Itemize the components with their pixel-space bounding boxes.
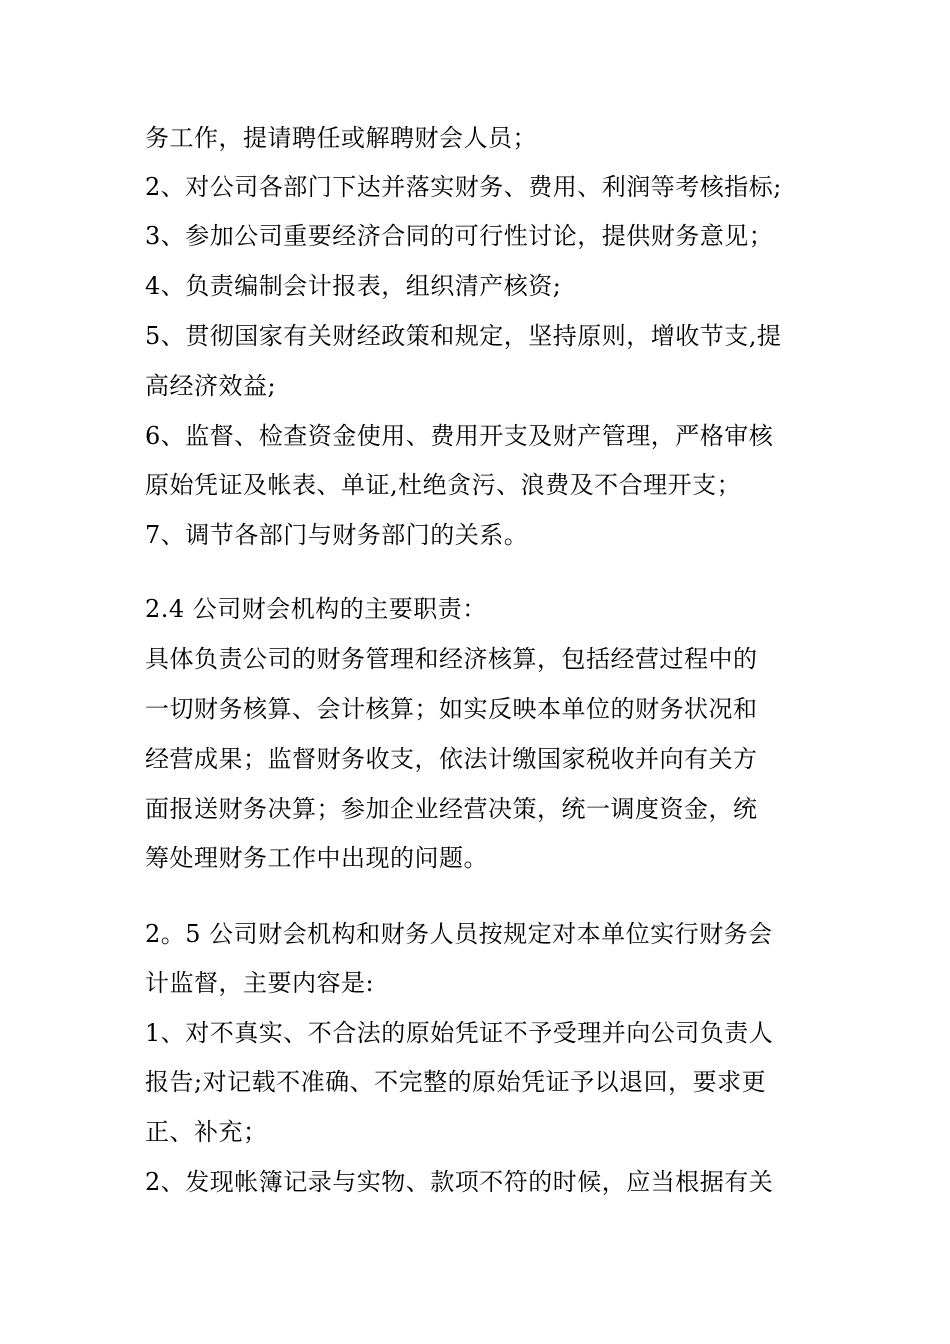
text-line: 2、发现帐簿记录与实物、款项不符的时候，应当根据有关 xyxy=(145,1168,774,1196)
text-line: 具体负责公司的财务管理和经济核算，包括经营过程中的 xyxy=(145,645,758,673)
text-line: 6、监督、检查资金使用、费用开支及财产管理，严格审核 xyxy=(145,422,774,450)
text-line: 正、补充； xyxy=(145,1118,268,1146)
text-line: 一切财务核算、会计核算；如实反映本单位的财务状况和 xyxy=(145,695,758,723)
text-line: 5、贯彻国家有关财经政策和规定，坚持原则，增收节支,提 xyxy=(145,322,782,350)
text-line: 面报送财务决算；参加企业经营决策，统一调度资金，统 xyxy=(145,795,758,823)
text-line: 2、对公司各部门下达并落实财务、费用、利润等考核指标; xyxy=(145,173,782,201)
text-line: 1、对不真实、不合法的原始凭证不予受理并向公司负责人 xyxy=(145,1019,774,1047)
text-line: 计监督，主要内容是: xyxy=(145,969,375,997)
text-line: 务工作，提请聘任或解聘财会人员； xyxy=(145,124,537,152)
section-heading: 2。5 公司财会机构和财务人员按规定对本单位实行财务会 xyxy=(145,920,773,948)
text-line: 高经济效益; xyxy=(145,372,277,400)
text-line: 筹处理财务工作中出现的问题。 xyxy=(145,844,488,872)
text-line: 报告;对记载不准确、不完整的原始凭证予以退回，要求更 xyxy=(145,1068,767,1096)
text-line: 4、负责编制会计报表，组织清产核资; xyxy=(145,272,562,300)
text-line: 原始凭证及帐表、单证,杜绝贪污、浪费及不合理开支； xyxy=(145,471,742,499)
text-line: 3、参加公司重要经济合同的可行性讨论，提供财务意见； xyxy=(145,222,774,250)
section-heading: 2.4 公司财会机构的主要职责： xyxy=(145,595,487,623)
text-line: 经营成果；监督财务收支，依法计缴国家税收并向有关方 xyxy=(145,745,758,773)
text-line: 7、调节各部门与财务部门的关系。 xyxy=(145,521,529,549)
